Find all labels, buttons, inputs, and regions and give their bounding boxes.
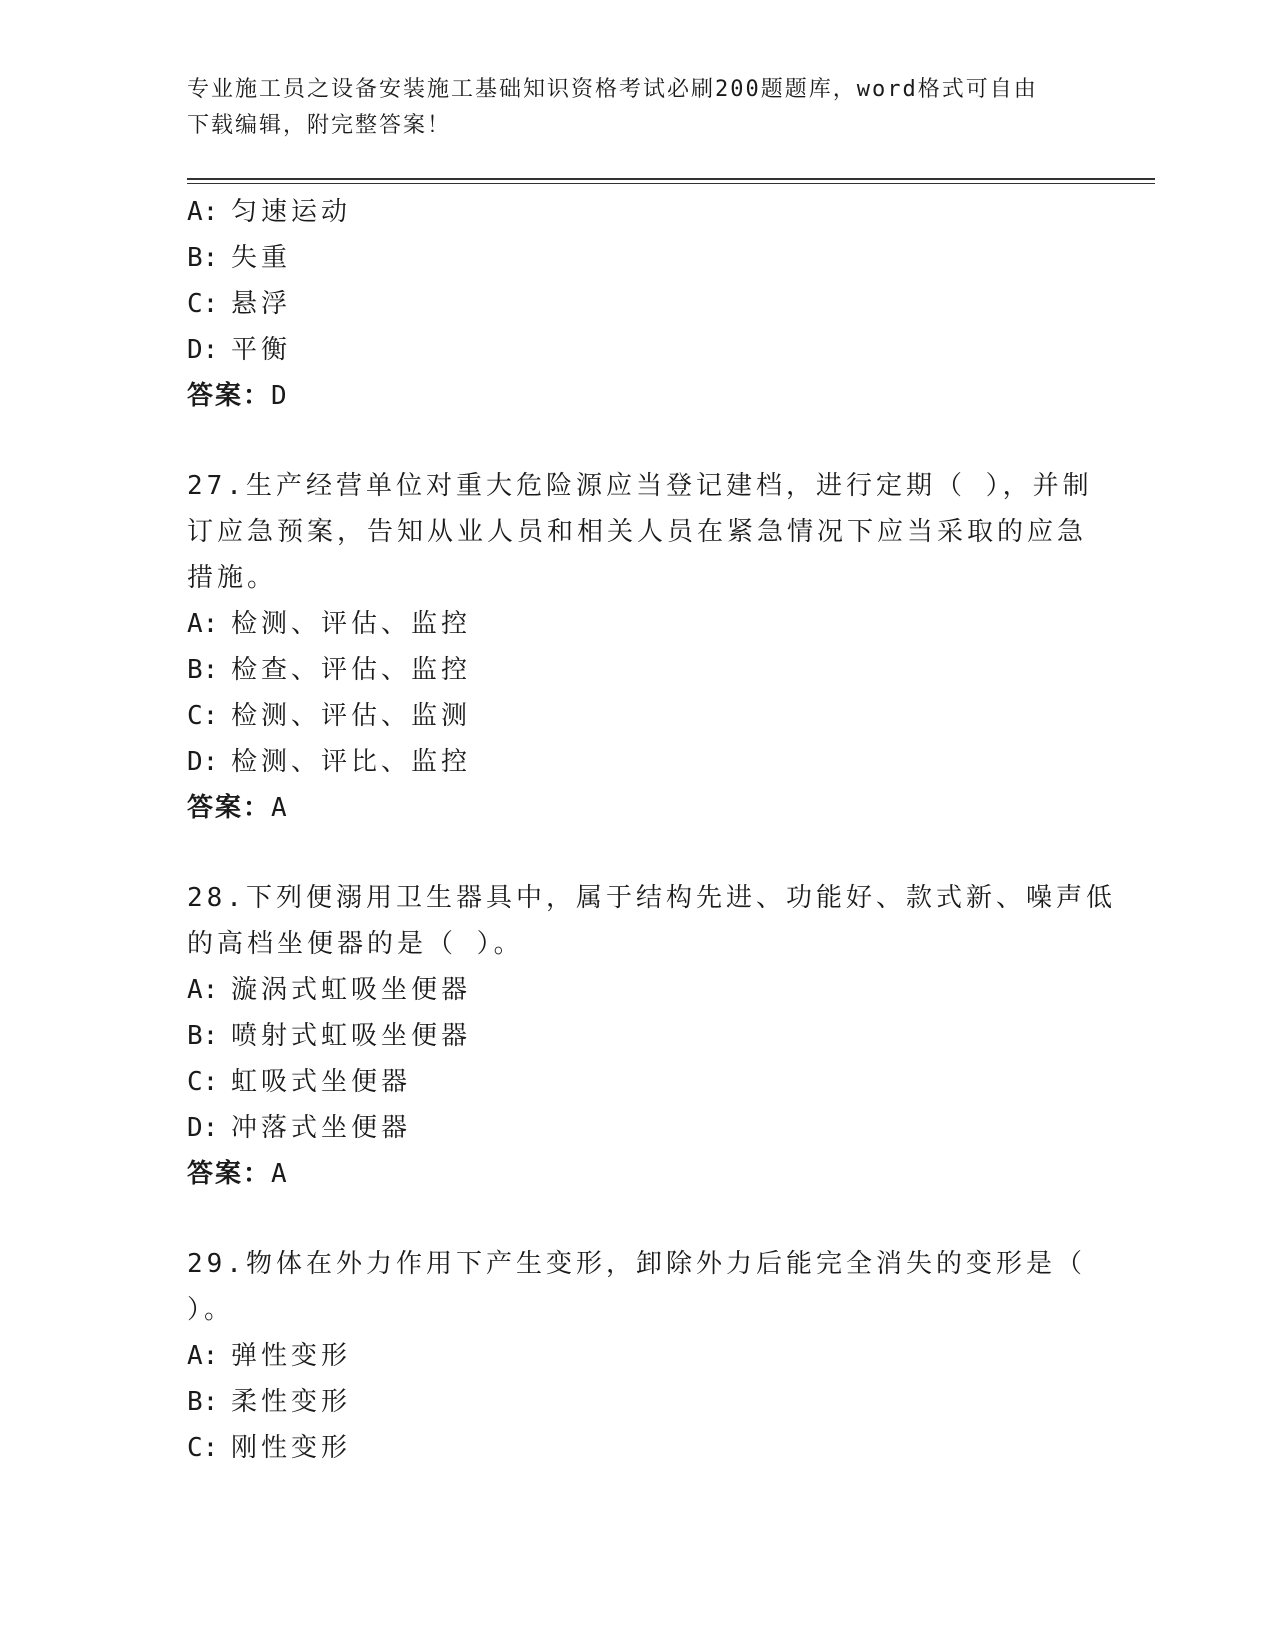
answer-value: A <box>271 1159 289 1189</box>
question-27 <box>187 463 1093 831</box>
header-line-1: 专业施工员之设备安装施工基础知识资格考试必刷200题题库，word格式可自由 <box>187 77 1038 102</box>
option-a: A: 漩涡式虹吸坐便器 <box>187 975 472 1005</box>
question-text-line: 措施。 <box>187 563 278 593</box>
option-b: B: 喷射式虹吸坐便器 <box>187 1021 472 1051</box>
option-a: A: 匀速运动 <box>187 197 352 227</box>
option-b: B: 柔性变形 <box>187 1387 352 1417</box>
question-text-line: 29.物体在外力作用下产生变形，卸除外力后能完全消失的变形是（ <box>187 1249 1086 1279</box>
question-26 <box>187 189 1087 419</box>
answer-value: A <box>271 793 289 823</box>
header-divider-thin <box>187 183 1155 184</box>
header-line-2: 下载编辑，附完整答案！ <box>187 113 452 138</box>
option-c: C: 检测、评估、监测 <box>187 701 472 731</box>
option-c: C: 刚性变形 <box>187 1433 352 1463</box>
option-d: D: 平衡 <box>187 335 292 365</box>
option-c: C: 虹吸式坐便器 <box>187 1067 412 1097</box>
option-b: B: 失重 <box>187 243 292 273</box>
question-text-line: 的高档坐便器的是（ ）。 <box>187 929 524 959</box>
header-divider-thick <box>187 178 1155 180</box>
question-text-line: 27.生产经营单位对重大危险源应当登记建档，进行定期（ ），并制 <box>187 471 1093 501</box>
option-c: C: 悬浮 <box>187 289 292 319</box>
option-a: A: 弹性变形 <box>187 1341 352 1371</box>
option-d: D: 检测、评比、监控 <box>187 747 472 777</box>
question-text-line: ）。 <box>187 1295 235 1325</box>
option-b: B: 检查、评估、监控 <box>187 655 472 685</box>
answer-value: D <box>271 381 289 411</box>
question-29 <box>187 1241 1087 1471</box>
answer-line: 答案：D <box>187 381 289 411</box>
option-a: A: 检测、评估、监控 <box>187 609 472 639</box>
question-list <box>187 189 1116 1471</box>
document-header <box>187 72 1087 144</box>
question-text-line: 28.下列便溺用卫生器具中，属于结构先进、功能好、款式新、噪声低 <box>187 883 1116 913</box>
option-d: D: 冲落式坐便器 <box>187 1113 412 1143</box>
answer-line: 答案：A <box>187 793 289 823</box>
question-28 <box>187 875 1116 1197</box>
answer-line: 答案：A <box>187 1159 289 1189</box>
question-text-line: 订应急预案，告知从业人员和相关人员在紧急情况下应当采取的应急 <box>187 517 1088 547</box>
